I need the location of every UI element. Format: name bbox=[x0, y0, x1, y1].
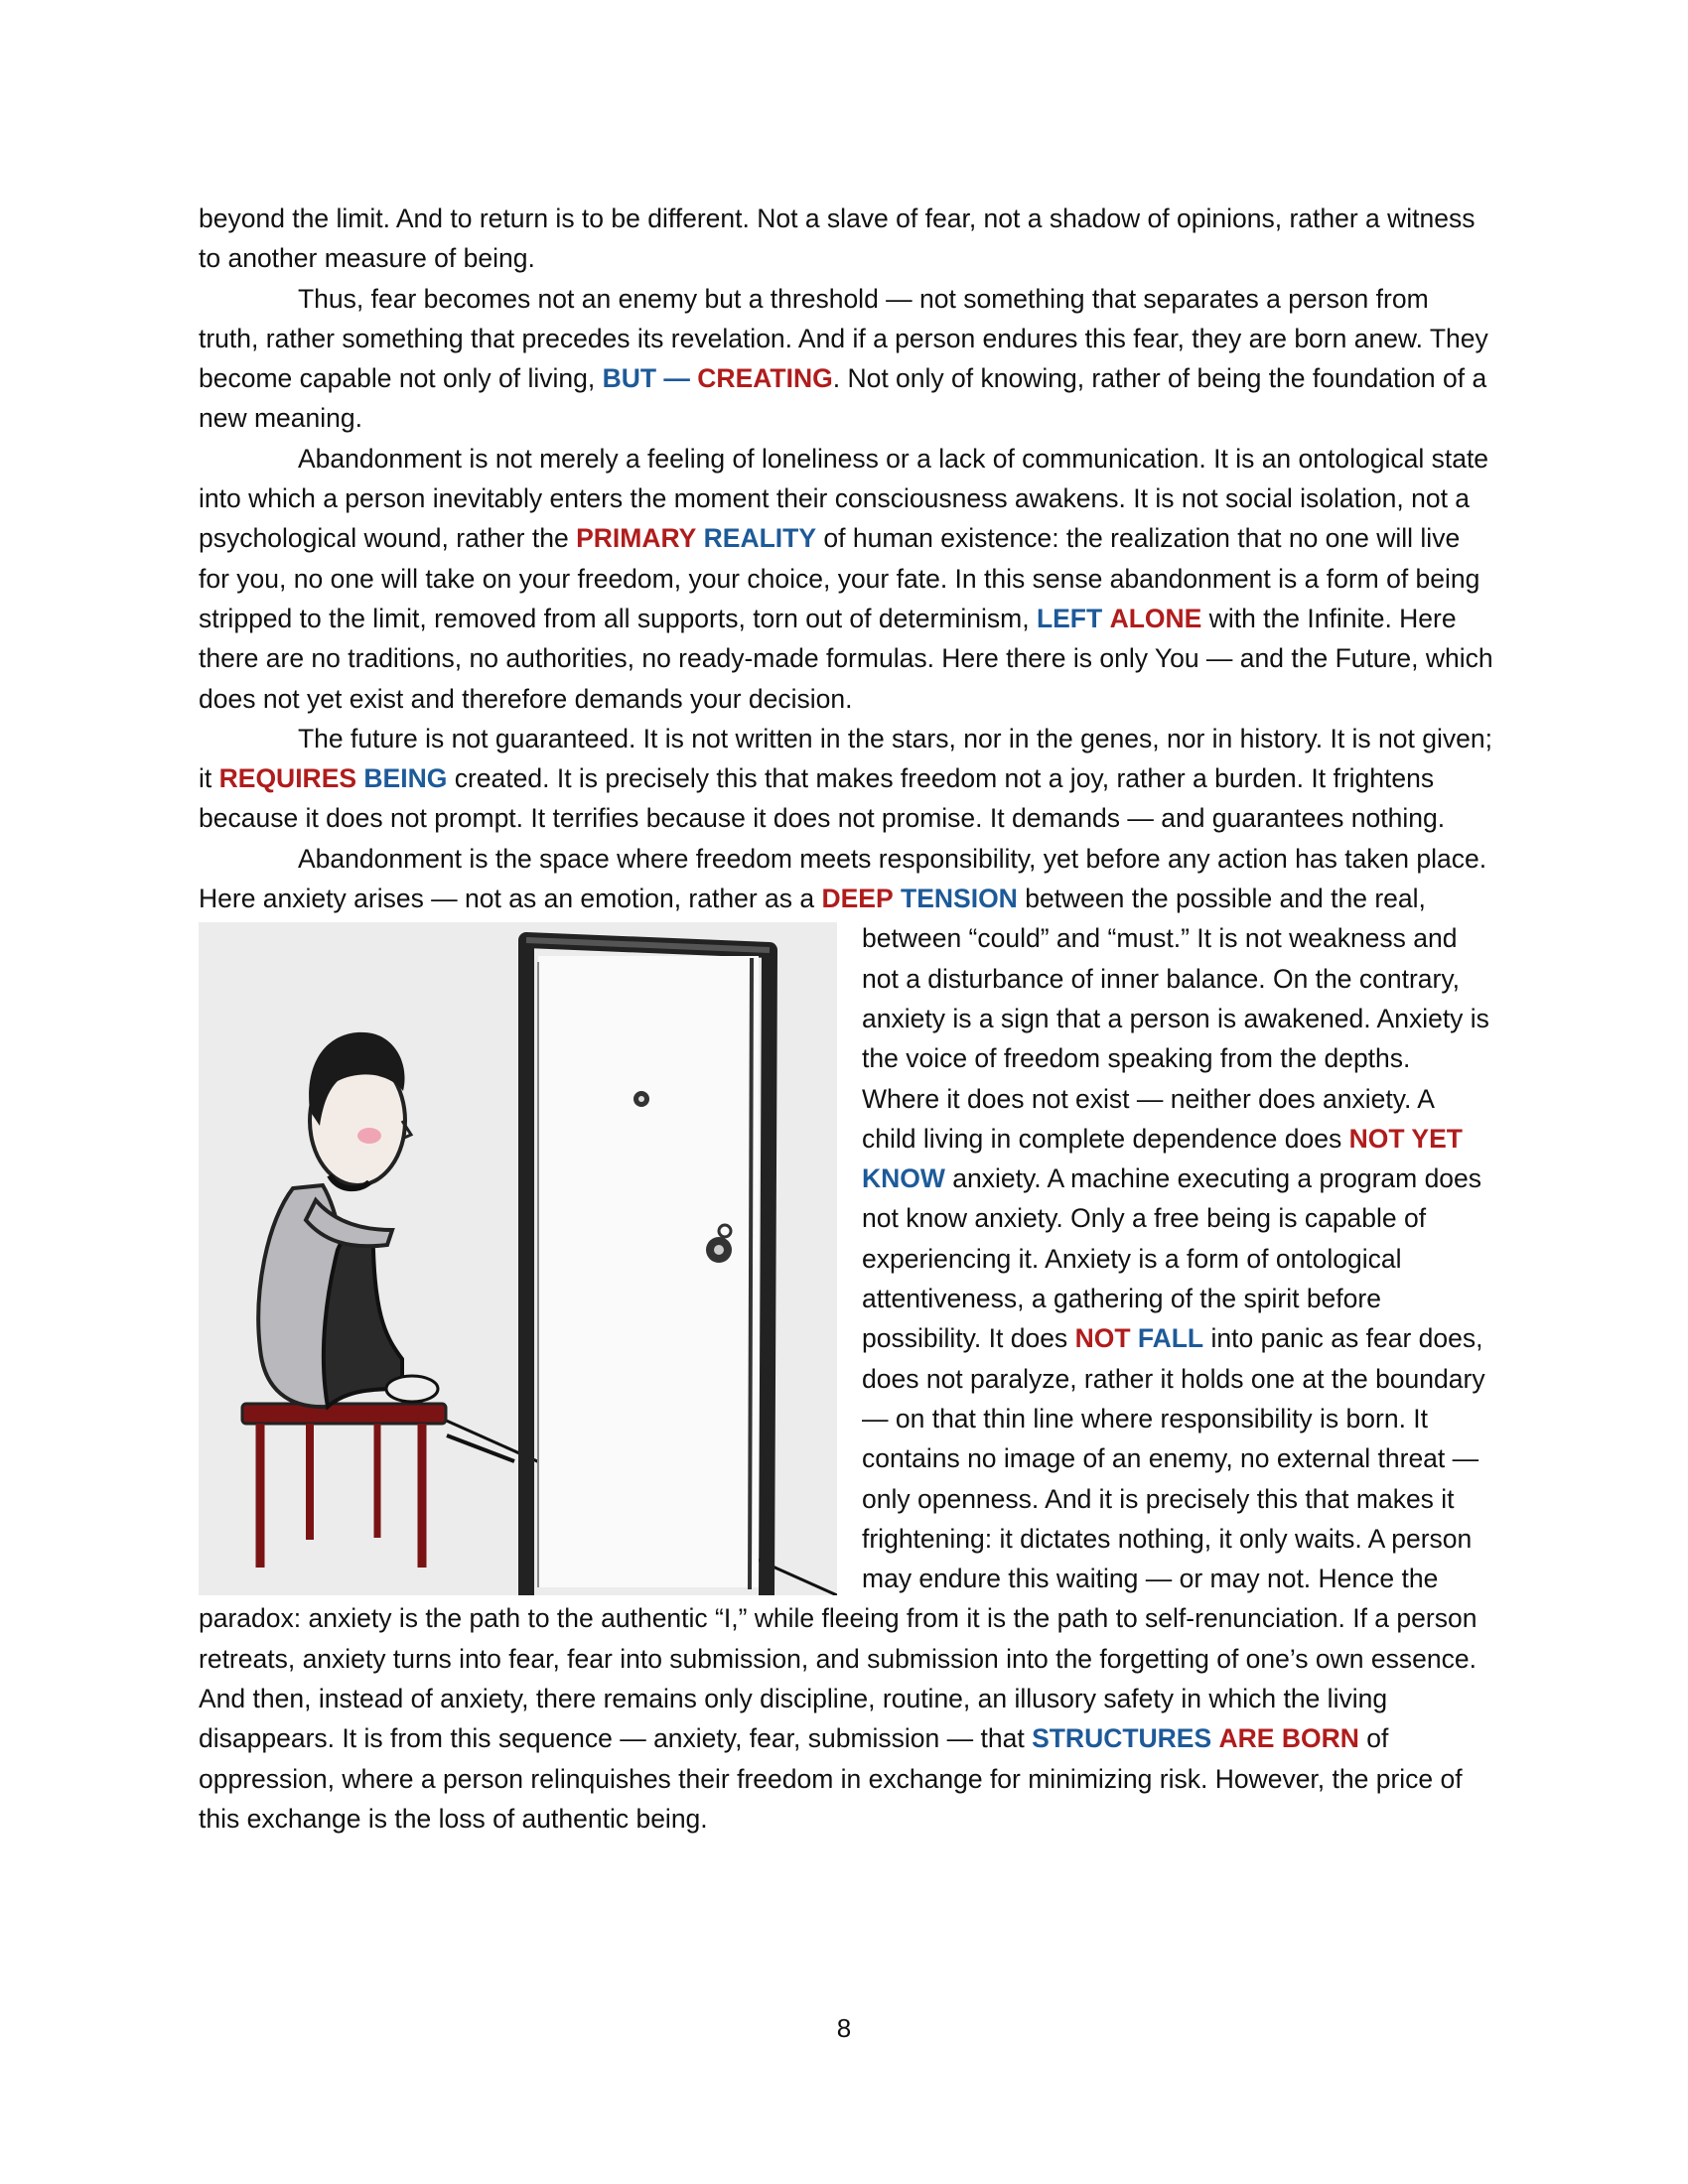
paragraph bbox=[199, 839, 1494, 1839]
body-text bbox=[199, 199, 1494, 1839]
text-run: The future is not guaranteed. It is not written in the stars, nor in the genes, nor in history. It is not given; it bbox=[199, 723, 1492, 794]
highlighted-phrase: REALITY bbox=[703, 523, 817, 554]
paragraph bbox=[199, 719, 1494, 839]
illustration-figure bbox=[199, 922, 837, 1595]
highlighted-phrase: ARE BORN bbox=[1218, 1723, 1359, 1754]
text-run bbox=[1102, 604, 1109, 633]
text-run: of oppression, where a person relinquishes their freedom in exchange for minimizing risk. However, the price of this exchange is the loss of authentic being. bbox=[199, 1723, 1463, 1834]
highlighted-phrase: PRIMARY bbox=[576, 523, 697, 554]
highlighted-phrase: BEING bbox=[363, 763, 448, 794]
highlighted-phrase: FALL bbox=[1137, 1323, 1204, 1354]
text-run: created. It is precisely this that makes freedom not a joy, rather a burden. It frightens because it does not prompt. It terrifies because it does not promise. It demands — and guarantees nothing. bbox=[199, 763, 1446, 834]
highlighted-phrase: REQUIRES bbox=[218, 763, 357, 794]
text-run bbox=[696, 523, 703, 553]
highlighted-phrase: NOT YET bbox=[1348, 1123, 1463, 1154]
text-run: beyond the limit. And to return is to be different. Not a slave of fear, not a shadow of opinions, rather a witness to another measure of being. bbox=[199, 204, 1476, 274]
text-run: with the Infinite. Here there are no traditions, no authorities, no ready-made formulas. Here there is only You — and the Future, which does not yet exist and therefore demands your decision. bbox=[199, 603, 1493, 714]
text-run: . Not only of knowing, rather of being the foundation of a new meaning. bbox=[199, 363, 1487, 434]
highlighted-phrase: BUT — bbox=[602, 363, 690, 394]
text-run: Thus, fear becomes not an enemy but a threshold — not something that separates a person from truth, rather something that precedes its revelation. And if a person endures this fear, they are born anew. They become capable not only of living, bbox=[199, 283, 1488, 394]
paragraph bbox=[199, 279, 1494, 439]
highlighted-phrase: TENSION bbox=[901, 884, 1018, 914]
text-run: anxiety. A machine executing a program does not know anxiety. Only a free being is capable of experiencing it. Anxiety is a form of ontological attentiveness, a gathering of the spirit before possibility. It does bbox=[862, 1163, 1482, 1354]
highlighted-phrase: KNOW bbox=[862, 1163, 945, 1194]
text-run: into panic as fear does, does not paralyze, rather it holds one at the boundary — on that thin line where responsibility is born. It contains no image of an enemy, no external threat — only openness. And it is precisely this that makes it frightening: it dictates nothing, it only waits. A person may endure this waiting — or may not. Hence the paradox: anxiety is the path to the authentic “I,” while fleeing from it is the path to self-renunciation. If a person retreats, anxiety turns into fear, fear into submission, and submission into the forgetting of one’s own essence. And then, instead of anxiety, there remains only discipline, routine, an illusory safety in which the living disappears. It is from this sequence — anxiety, fear, submission — that bbox=[199, 1323, 1485, 1754]
paragraph bbox=[199, 439, 1494, 719]
highlighted-phrase: ALONE bbox=[1109, 603, 1202, 633]
text-run bbox=[1211, 1723, 1218, 1753]
text-run: of human existence: the realization that no one will live for you, no one will take on your freedom, your choice, your fate. In this sense abandonment is a form of being stripped to the limit, removed from all supports, torn out of determinism, bbox=[199, 523, 1480, 633]
highlighted-phrase: CREATING bbox=[697, 363, 833, 394]
text-run: between the possible and the real, between “could” and “must.” It is not weakness and not a disturbance of inner balance. On the contrary, anxiety is a sign that a person is awakened. Anxiety is the voice of freedom speaking from the depths. Where it does not exist — neither does anxiety. A child living in complete dependence does bbox=[862, 884, 1489, 1154]
highlighted-phrase: DEEP bbox=[821, 884, 894, 914]
highlighted-phrase: LEFT bbox=[1036, 603, 1103, 633]
highlighted-phrase: STRUCTURES bbox=[1032, 1723, 1212, 1754]
boy-before-door-illustration bbox=[199, 922, 837, 1595]
page-number: 8 bbox=[836, 2013, 852, 2043]
text-run bbox=[894, 884, 901, 913]
text-run: Abandonment is the space where freedom meets responsibility, yet before any action has taken place. Here anxiety arises — not as an emotion, rather as a bbox=[199, 843, 1487, 914]
paragraph bbox=[199, 199, 1494, 279]
text-run bbox=[1131, 1323, 1138, 1353]
highlighted-phrase: NOT bbox=[1074, 1323, 1131, 1354]
text-run: Abandonment is not merely a feeling of loneliness or a lack of communication. It is an ontological state into which a person inevitably enters the moment their consciousness awakens. It is not social isolation, not a psychological wound, rather the bbox=[199, 443, 1489, 554]
